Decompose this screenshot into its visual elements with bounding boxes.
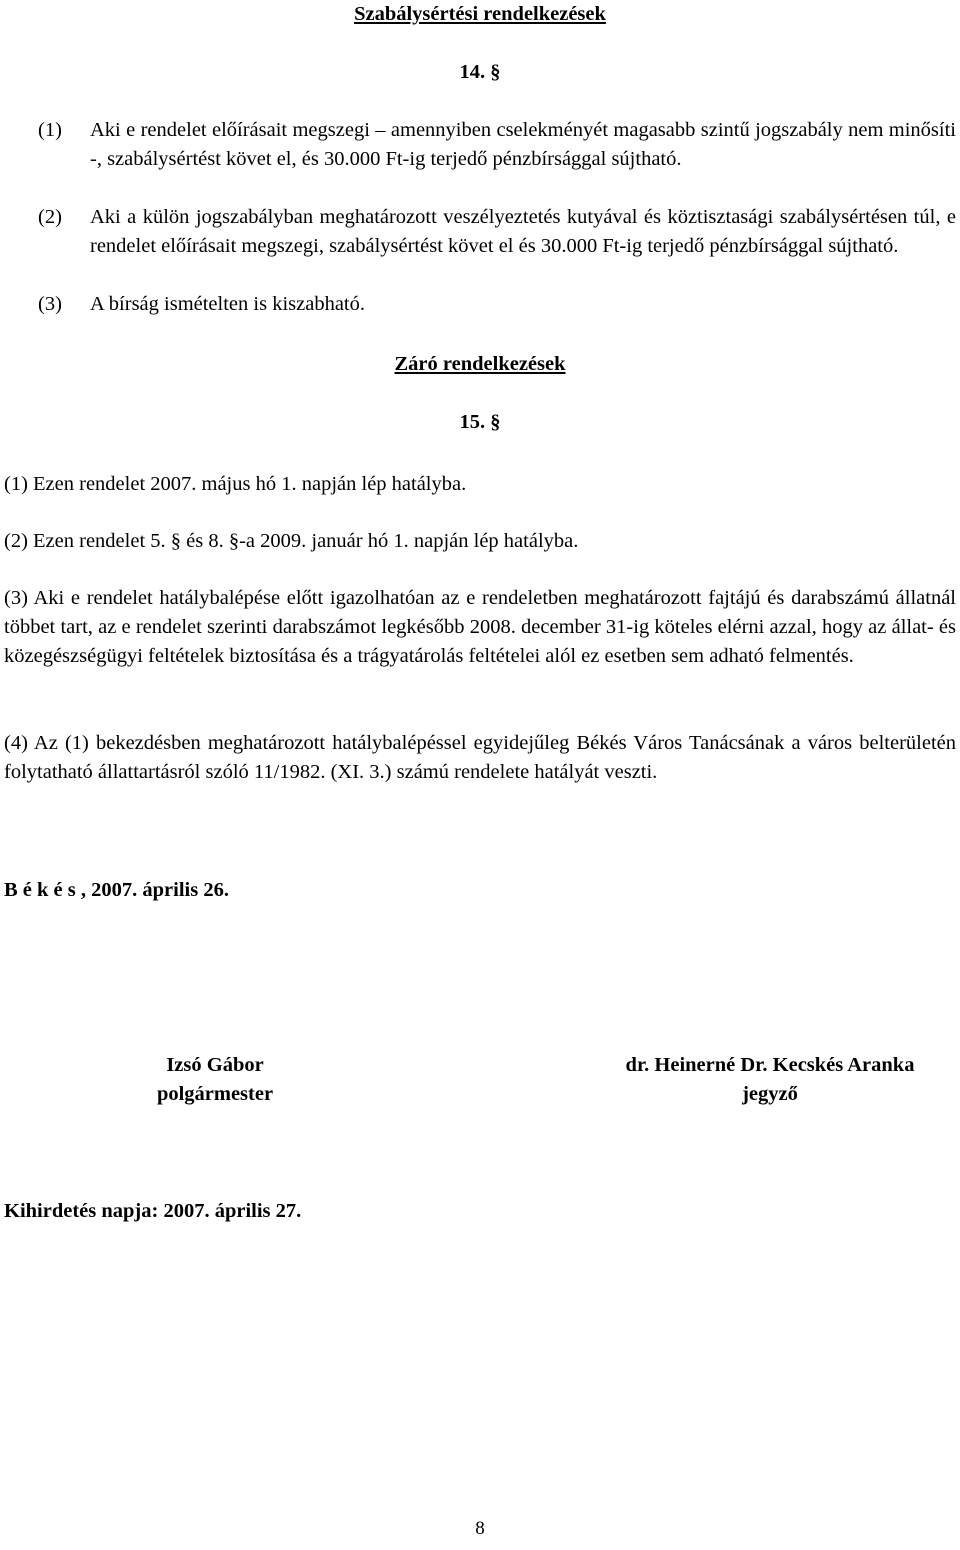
s14-item-2-number: (2) xyxy=(38,206,62,228)
s14-item-1-text: Aki e rendelet előírásait megszegi – amennyiben cselekményét magasabb szintű jogszabály nem minősíti -, szabálysértést követ el, és 30.000 Ft-ig terjedő pénzbírsággal sújtható. xyxy=(90,119,956,170)
section-title-closing: Záró rendelkezések xyxy=(394,353,566,375)
s15-paragraph-4: (4) Az (1) bekezdésben meghatározott hatálybalépéssel egyidejűleg Békés Város Tanácsának a város belterületén folytatható állattartásról szóló 11/1982. (XI. 3.) számú rendelete hatályát veszti. xyxy=(4,732,956,783)
s14-item-2 xyxy=(38,203,956,261)
signature-left-title: polgármester xyxy=(156,1083,274,1105)
s15-paragraph-1: (1) Ezen rendelet 2007. május hó 1. napján lép hatályba. xyxy=(4,473,467,495)
s15-paragraph-2: (2) Ezen rendelet 5. § és 8. §-a 2009. január hó 1. napján lép hatályba. xyxy=(4,530,579,552)
section-15-heading: 15. § xyxy=(459,411,501,433)
section-title-penalties: Szabálysértési rendelkezések xyxy=(354,3,606,25)
signature-right-name: dr. Heinerné Dr. Kecskés Aranka xyxy=(625,1054,915,1076)
s14-item-3 xyxy=(38,290,956,319)
s14-item-1 xyxy=(38,116,956,174)
signature-right xyxy=(575,1051,960,1109)
signature-left xyxy=(80,1051,350,1109)
s14-item-2-text: Aki a külön jogszabályban meghatározott veszélyeztetés kutyával és köztisztasági szabálysértésen túl, e rendelet előírásait megszegi, szabálysértést követ el és 30.000 Ft-ig terjedő pénzbírsággal sújtható. xyxy=(90,206,956,257)
signature-left-name: Izsó Gábor xyxy=(166,1054,264,1076)
place-and-date: B é k é s , 2007. április 26. xyxy=(4,879,229,901)
s14-item-3-text: A bírság ismételten is kiszabható. xyxy=(90,293,365,315)
publication-date: Kihirdetés napja: 2007. április 27. xyxy=(4,1200,302,1222)
s14-item-1-number: (1) xyxy=(38,119,62,141)
section-14-heading: 14. § xyxy=(459,61,501,83)
s15-paragraph-3: (3) Aki e rendelet hatálybalépése előtt igazolhatóan az e rendeletben meghatározott fajtájú és darabszámú állatnál többet tart, az e rendelet szerinti darabszámot legkésőbb 2008. december 31-ig köteles elérni azzal, hogy az állat- és közegészségügyi feltételek biztosítása és a trágyatárolás feltételei alól ez esetben sem adható felmentés. xyxy=(4,587,956,667)
s14-item-3-number: (3) xyxy=(38,293,62,315)
page-number: 8 xyxy=(475,1518,485,1539)
signature-right-title: jegyző xyxy=(742,1083,798,1105)
